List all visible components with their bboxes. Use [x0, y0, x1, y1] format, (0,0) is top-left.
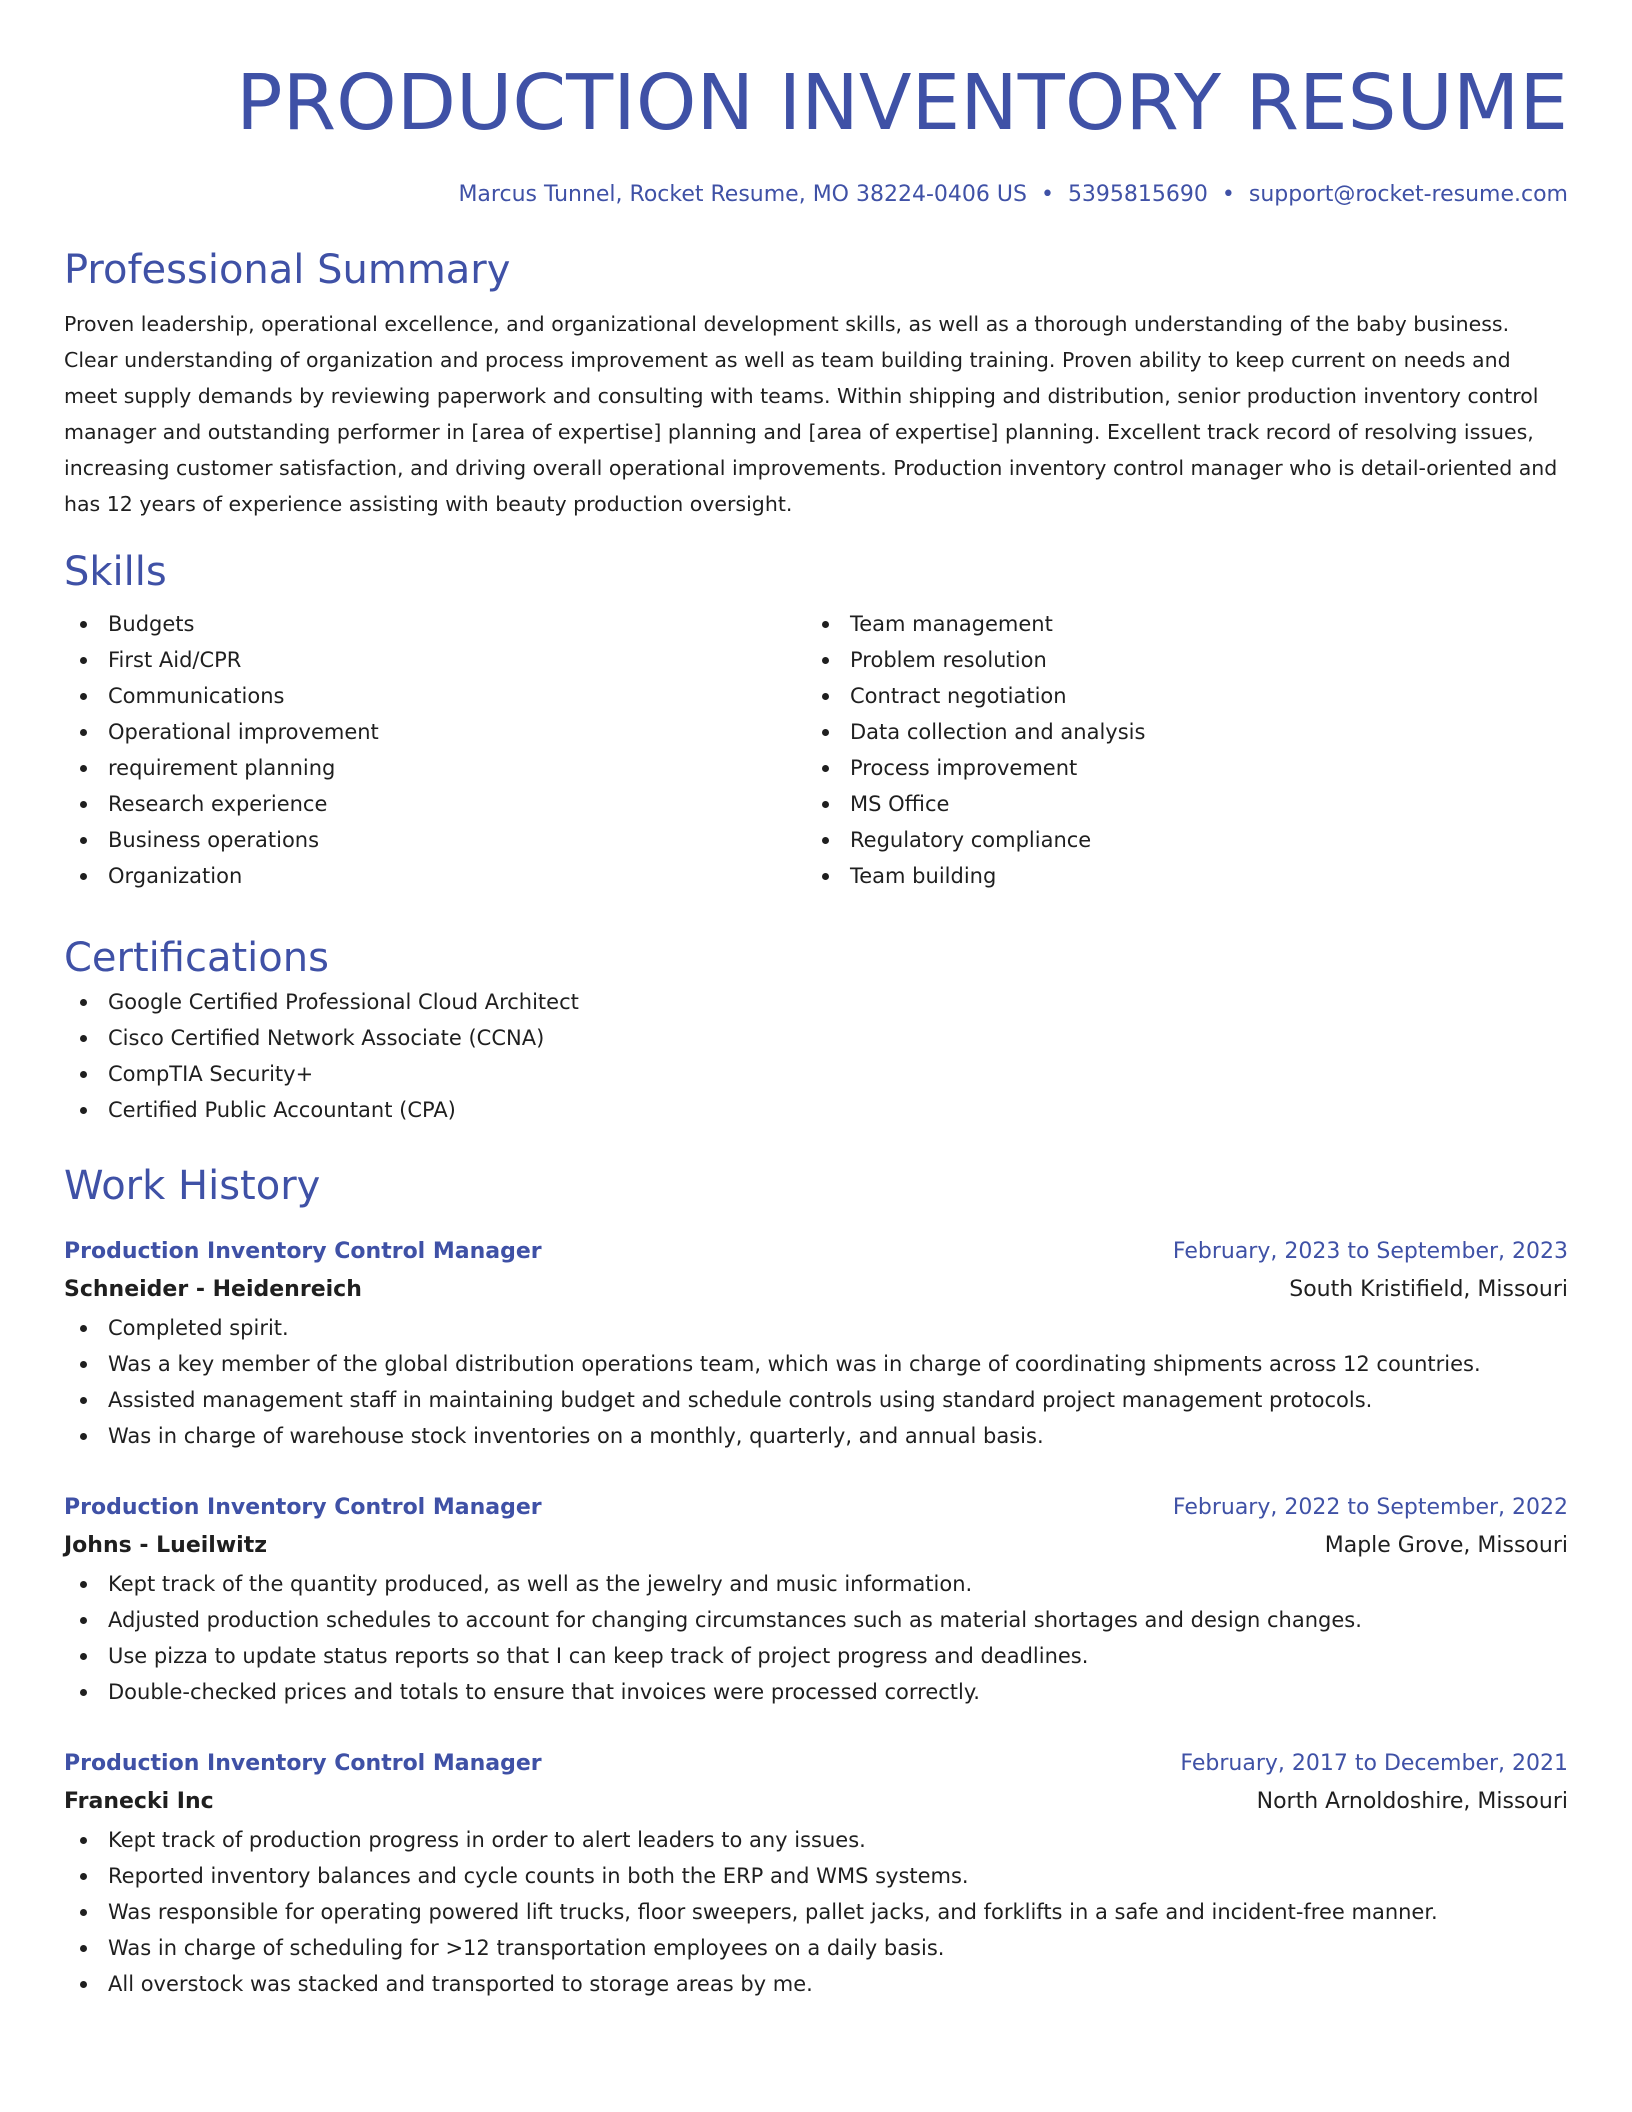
- job-company-row: [64, 1782, 1568, 1822]
- job-company-row: [64, 1526, 1568, 1566]
- skill-item: Budgets: [64, 606, 806, 642]
- skill-item: requirement planning: [64, 750, 806, 786]
- job-duty: Reported inventory balances and cycle counts in both the ERP and WMS systems.: [64, 1858, 1568, 1894]
- skill-item: Data collection and analysis: [806, 714, 1548, 750]
- skill-item: MS Office: [806, 786, 1548, 822]
- job-title-row: [64, 1490, 1568, 1526]
- job-location: South Kristifield, Missouri: [1289, 1277, 1568, 1302]
- job-entry: [64, 1746, 1568, 2002]
- skill-item: Regulatory compliance: [806, 822, 1548, 858]
- certifications-section: [64, 932, 1568, 1128]
- job-duties-list: [64, 1566, 1568, 1710]
- job-duty: Kept track of production progress in order to alert leaders to any issues.: [64, 1822, 1568, 1858]
- job-location: Maple Grove, Missouri: [1324, 1533, 1568, 1558]
- section-heading-work-history: Work History: [64, 1163, 321, 1209]
- job-title-row: [64, 1746, 1568, 1782]
- job-duty: All overstock was stacked and transported to storage areas by me.: [64, 1966, 1568, 2002]
- skills-list-left: [64, 606, 806, 894]
- job-duties-list: [64, 1310, 1568, 1454]
- job-dates: February, 2023 to September, 2023: [1172, 1239, 1568, 1264]
- skills-column-left: [64, 606, 806, 894]
- job-duty: Was in charge of warehouse stock inventories on a monthly, quarterly, and annual basis.: [64, 1418, 1568, 1454]
- certification-item: Cisco Certified Network Associate (CCNA): [64, 1020, 1568, 1056]
- certification-item: CompTIA Security+: [64, 1056, 1568, 1092]
- skill-item: Team building: [806, 858, 1548, 894]
- contact-email: support@rocket-resume.com: [1248, 182, 1568, 207]
- summary-text: Proven leadership, operational excellence, and organizational development skills, as well as a thorough understanding of the baby business. Clear understanding of organization and process improvement as well as team building training. Proven ability to keep current on needs and meet supply demands by reviewing paperwork and consulting with teams. Within shipping and distribution, senior production inventory control manager and outstanding performer in [area of expertise] planning and [area of expertise] planning. Excellent track record of resolving issues, increasing customer satisfaction, and driving overall operational improvements. Production inventory control manager who is detail-oriented and has 12 years of experience assisting with beauty production oversight.: [64, 312, 1558, 516]
- job-company: Franecki Inc: [64, 1789, 214, 1814]
- job-duty: Adjusted production schedules to account for changing circumstances such as material shortages and design changes.: [64, 1602, 1568, 1638]
- skill-item: Process improvement: [806, 750, 1548, 786]
- job-company-row: [64, 1270, 1568, 1310]
- certification-item: Google Certified Professional Cloud Architect: [64, 984, 1568, 1020]
- job-duty: Assisted management staff in maintaining budget and schedule controls using standard project management protocols.: [64, 1382, 1568, 1418]
- skills-grid: [64, 606, 1568, 894]
- contact-separator: •: [1040, 182, 1054, 207]
- certifications-list: [64, 984, 1568, 1128]
- job-entry: [64, 1490, 1568, 1710]
- job-duty: Kept track of the quantity produced, as well as the jewelry and music information.: [64, 1566, 1568, 1602]
- job-duty: Double-checked prices and totals to ensure that invoices were processed correctly.: [64, 1674, 1568, 1710]
- skill-item: Business operations: [64, 822, 806, 858]
- skills-section: [64, 546, 1568, 894]
- job-title: Production Inventory Control Manager: [64, 1751, 542, 1776]
- contact-phone: 5395815690: [1067, 182, 1208, 207]
- job-dates: February, 2022 to September, 2022: [1172, 1495, 1568, 1520]
- skill-item: First Aid/CPR: [64, 642, 806, 678]
- contact-line: [64, 180, 1568, 210]
- job-duties-list: [64, 1822, 1568, 2002]
- skill-item: Team management: [806, 606, 1548, 642]
- job-location: North Arnoldoshire, Missouri: [1256, 1789, 1568, 1814]
- job-duty: Was a key member of the global distribution operations team, which was in charge of coordinating shipments across 12 countries.: [64, 1346, 1568, 1382]
- job-title: Production Inventory Control Manager: [64, 1239, 542, 1264]
- job-entry: [64, 1234, 1568, 1454]
- contact-address: Marcus Tunnel, Rocket Resume, MO 38224-0406 US: [458, 182, 1027, 207]
- job-title: Production Inventory Control Manager: [64, 1495, 542, 1520]
- skill-item: Problem resolution: [806, 642, 1548, 678]
- skill-item: Operational improvement: [64, 714, 806, 750]
- skill-item: Communications: [64, 678, 806, 714]
- job-dates: February, 2017 to December, 2021: [1180, 1751, 1568, 1776]
- contact-separator: •: [1221, 182, 1235, 207]
- job-duty: Completed spirit.: [64, 1310, 1568, 1346]
- skill-item: Contract negotiation: [806, 678, 1548, 714]
- job-company: Johns - Lueilwitz: [64, 1533, 268, 1558]
- section-heading-summary: Professional Summary: [64, 247, 511, 293]
- section-heading-skills: Skills: [64, 549, 167, 595]
- resume-header: [64, 0, 1568, 210]
- job-duty: Use pizza to update status reports so that I can keep track of project progress and deadlines.: [64, 1638, 1568, 1674]
- job-duty: Was responsible for operating powered lift trucks, floor sweepers, pallet jacks, and forklifts in a safe and incident-free manner.: [64, 1894, 1568, 1930]
- skill-item: Organization: [64, 858, 806, 894]
- skill-item: Research experience: [64, 786, 806, 822]
- skills-list-right: [806, 606, 1548, 894]
- section-heading-certifications: Certifications: [64, 935, 329, 981]
- resume-title: PRODUCTION INVENTORY RESUME: [236, 59, 1568, 148]
- work-history-section: [64, 1160, 1568, 2002]
- skills-column-right: [806, 606, 1548, 894]
- job-title-row: [64, 1234, 1568, 1270]
- certification-item: Certified Public Accountant (CPA): [64, 1092, 1568, 1128]
- job-duty: Was in charge of scheduling for >12 transportation employees on a daily basis.: [64, 1930, 1568, 1966]
- professional-summary-section: [64, 244, 1568, 522]
- job-company: Schneider - Heidenreich: [64, 1277, 362, 1302]
